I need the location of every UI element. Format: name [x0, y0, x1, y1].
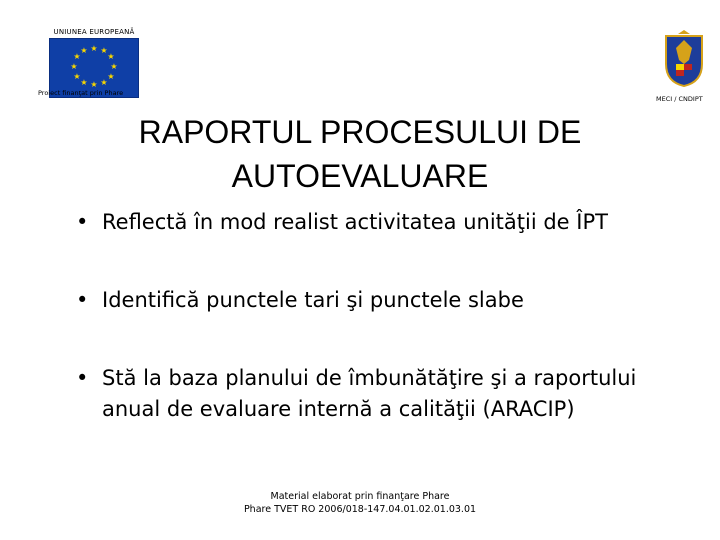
svg-text:★: ★: [100, 46, 108, 55]
svg-text:★: ★: [80, 46, 88, 55]
bullet-item: • Identifică punctele tari şi punctele slabe: [76, 285, 676, 316]
svg-text:★: ★: [73, 72, 81, 81]
slide-title: RAPORTUL PROCESULUI DE AUTOEVALUARE: [138, 114, 582, 194]
footer-note: [210, 490, 510, 516]
footer-line: Material elaborat prin finanţare Phare: [270, 491, 450, 502]
svg-text:★: ★: [90, 80, 98, 89]
footer-line: Phare TVET RO 2006/018-147.04.01.02.01.03.01: [243, 504, 477, 515]
svg-text:★: ★: [70, 62, 78, 71]
eu-label: UNIUNEA EUROPEANĂ: [53, 28, 135, 36]
svg-text:★: ★: [110, 62, 118, 71]
eu-stars: [70, 44, 117, 89]
svg-text:★: ★: [107, 72, 115, 81]
bullet-item: • Reflectă în mod realist activitatea unităţii de ÎPT: [76, 207, 676, 238]
eu-logo-block: [38, 28, 144, 97]
ministry-label: MECI / CNDIPT: [656, 95, 703, 103]
svg-text:★: ★: [80, 78, 88, 87]
svg-text:★: ★: [107, 52, 115, 61]
svg-text:★: ★: [100, 78, 108, 87]
romania-coat-of-arms-icon: [662, 30, 706, 88]
svg-text:★: ★: [90, 44, 98, 53]
svg-text:★: ★: [73, 52, 81, 61]
bullet-item: • Stă la baza planului de îmbunătăţire şi a raportului anual de evaluare internă a calităţii (ARACIP): [76, 363, 676, 425]
bullet-list: [76, 207, 676, 425]
eu-project-label: Proiect finanţat prin Phare: [38, 89, 124, 97]
